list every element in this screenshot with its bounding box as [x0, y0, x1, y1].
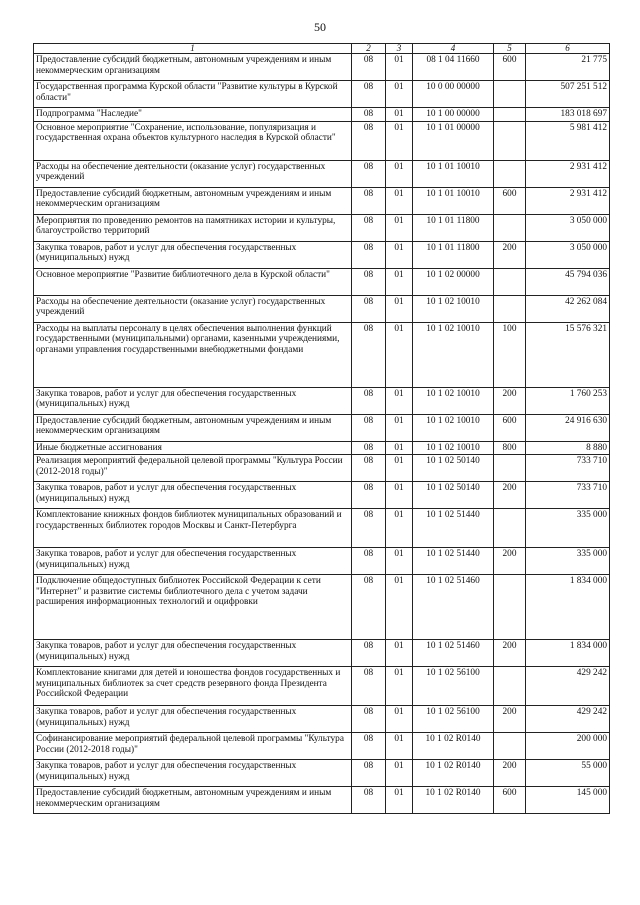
row-expense-type: [494, 455, 526, 482]
row-amount: 183 018 697: [526, 108, 610, 122]
row-subsection: 01: [386, 54, 413, 81]
row-amount: 5 981 412: [526, 121, 610, 160]
row-section: 08: [352, 706, 386, 733]
row-section: 08: [352, 121, 386, 160]
row-subsection: 01: [386, 760, 413, 787]
row-amount: 45 794 036: [526, 268, 610, 295]
row-name: Основное мероприятие "Сохранение, использование, популяризация и государственная охрана объектов культурного наследия в Курской области": [34, 121, 352, 160]
table-row: [34, 81, 610, 108]
row-expense-type: [494, 295, 526, 322]
header-cell-expense-type: 5: [494, 44, 526, 54]
table-row: [34, 160, 610, 187]
row-name: Закупка товаров, работ и услуг для обеспечения государственных (муниципальных) нужд: [34, 706, 352, 733]
header-cell-target-article: 4: [413, 44, 494, 54]
row-target-article: 10 1 02 56100: [413, 667, 494, 706]
row-name: Основное мероприятие "Развитие библиотечного дела в Курской области": [34, 268, 352, 295]
row-target-article: 10 1 02 R0140: [413, 787, 494, 814]
row-section: 08: [352, 509, 386, 548]
row-subsection: 01: [386, 575, 413, 640]
row-amount: 200 000: [526, 733, 610, 760]
table-row: [34, 187, 610, 214]
row-amount: 15 576 321: [526, 322, 610, 387]
row-amount: 429 242: [526, 706, 610, 733]
row-section: 08: [352, 640, 386, 667]
row-subsection: 01: [386, 295, 413, 322]
row-subsection: 01: [386, 441, 413, 455]
row-name: Предоставление субсидий бюджетным, автономным учреждениям и иным некоммерческим организациям: [34, 414, 352, 441]
row-section: 08: [352, 322, 386, 387]
table-row: [34, 241, 610, 268]
row-amount: 24 916 630: [526, 414, 610, 441]
row-name: Расходы на обеспечение деятельности (оказание услуг) государственных учреждений: [34, 160, 352, 187]
row-target-article: 10 1 01 00000: [413, 121, 494, 160]
header-row: [34, 44, 610, 54]
row-target-article: 10 1 00 00000: [413, 108, 494, 122]
row-section: 08: [352, 268, 386, 295]
row-name: Закупка товаров, работ и услуг для обеспечения государственных (муниципальных) нужд: [34, 241, 352, 268]
row-name: Иные бюджетные ассигнования: [34, 441, 352, 455]
row-amount: 145 000: [526, 787, 610, 814]
row-target-article: 10 1 02 10010: [413, 322, 494, 387]
row-target-article: 10 1 02 56100: [413, 706, 494, 733]
row-name: Закупка товаров, работ и услуг для обеспечения государственных (муниципальных) нужд: [34, 387, 352, 414]
row-amount: 2 931 412: [526, 187, 610, 214]
row-amount: 42 262 084: [526, 295, 610, 322]
row-target-article: 10 1 02 R0140: [413, 733, 494, 760]
table-row: [34, 733, 610, 760]
row-target-article: 10 1 02 51440: [413, 548, 494, 575]
row-subsection: 01: [386, 187, 413, 214]
row-expense-type: 600: [494, 54, 526, 81]
row-name: Расходы на обеспечение деятельности (оказание услуг) государственных учреждений: [34, 295, 352, 322]
row-subsection: 01: [386, 387, 413, 414]
header-cell-name: 1: [34, 44, 352, 54]
row-section: 08: [352, 295, 386, 322]
row-expense-type: 200: [494, 640, 526, 667]
row-subsection: 01: [386, 548, 413, 575]
page-number: 50: [314, 20, 326, 34]
table-row: [34, 509, 610, 548]
row-target-article: 10 1 02 50140: [413, 455, 494, 482]
table-row: [34, 387, 610, 414]
row-subsection: 01: [386, 482, 413, 509]
row-target-article: 10 1 02 10010: [413, 441, 494, 455]
row-expense-type: [494, 509, 526, 548]
row-target-article: 10 1 02 10010: [413, 387, 494, 414]
row-expense-type: [494, 81, 526, 108]
row-amount: 21 775: [526, 54, 610, 81]
row-name: Подключение общедоступных библиотек Российской Федерации к сети "Интернет" и развитие системы библиотечного дела с учетом задачи расширения информационных технологий и оцифровки: [34, 575, 352, 640]
row-expense-type: [494, 214, 526, 241]
row-expense-type: 800: [494, 441, 526, 455]
row-amount: 2 931 412: [526, 160, 610, 187]
row-section: 08: [352, 787, 386, 814]
table-row: [34, 787, 610, 814]
row-subsection: 01: [386, 455, 413, 482]
row-name: Софинансирование мероприятий федеральной целевой программы "Культура России (2012-2018 годы)": [34, 733, 352, 760]
table-row: [34, 54, 610, 81]
row-name: Комплектование книжных фондов библиотек муниципальных образований и государственных библиотек городов Москвы и Санкт-Петербурга: [34, 509, 352, 548]
row-target-article: 10 1 02 50140: [413, 482, 494, 509]
row-section: 08: [352, 667, 386, 706]
row-subsection: 01: [386, 160, 413, 187]
row-section: 08: [352, 214, 386, 241]
table-row: [34, 414, 610, 441]
row-expense-type: 600: [494, 414, 526, 441]
row-target-article: 10 1 01 10010: [413, 187, 494, 214]
row-section: 08: [352, 455, 386, 482]
row-target-article: 10 1 02 10010: [413, 414, 494, 441]
table-row: [34, 121, 610, 160]
row-amount: 733 710: [526, 455, 610, 482]
row-amount: 3 050 000: [526, 214, 610, 241]
row-name: Закупка товаров, работ и услуг для обеспечения государственных (муниципальных) нужд: [34, 548, 352, 575]
table-row: [34, 441, 610, 455]
row-section: 08: [352, 414, 386, 441]
row-target-article: 10 1 02 51440: [413, 509, 494, 548]
row-target-article: 10 1 01 11800: [413, 241, 494, 268]
header-cell-section: 2: [352, 44, 386, 54]
row-amount: 335 000: [526, 548, 610, 575]
row-expense-type: [494, 268, 526, 295]
row-section: 08: [352, 548, 386, 575]
row-subsection: 01: [386, 706, 413, 733]
row-subsection: 01: [386, 414, 413, 441]
row-subsection: 01: [386, 81, 413, 108]
row-subsection: 01: [386, 268, 413, 295]
row-target-article: 10 1 02 51460: [413, 575, 494, 640]
table-row: [34, 295, 610, 322]
row-amount: 1 834 000: [526, 640, 610, 667]
row-name: Закупка товаров, работ и услуг для обеспечения государственных (муниципальных) нужд: [34, 640, 352, 667]
row-expense-type: 200: [494, 241, 526, 268]
row-expense-type: 600: [494, 787, 526, 814]
row-name: Подпрограмма "Наследие": [34, 108, 352, 122]
row-subsection: 01: [386, 108, 413, 122]
row-subsection: 01: [386, 322, 413, 387]
row-name: Предоставление субсидий бюджетным, автономным учреждениям и иным некоммерческим организациям: [34, 187, 352, 214]
row-subsection: 01: [386, 787, 413, 814]
row-name: Государственная программа Курской области "Развитие культуры в Курской области": [34, 81, 352, 108]
row-target-article: 10 1 01 10010: [413, 160, 494, 187]
row-amount: 429 242: [526, 667, 610, 706]
table-row: [34, 706, 610, 733]
row-expense-type: 200: [494, 387, 526, 414]
row-amount: 335 000: [526, 509, 610, 548]
table-row: [34, 548, 610, 575]
table-row: [34, 575, 610, 640]
table-row: [34, 268, 610, 295]
row-section: 08: [352, 760, 386, 787]
row-name: Расходы на выплаты персоналу в целях обеспечения выполнения функций государственными (муниципальными) органами, казенными учреждениями, органами управления государственными внебюджетными фондами: [34, 322, 352, 387]
table-row: [34, 482, 610, 509]
row-expense-type: [494, 575, 526, 640]
row-section: 08: [352, 81, 386, 108]
row-subsection: 01: [386, 121, 413, 160]
row-name: Закупка товаров, работ и услуг для обеспечения государственных (муниципальных) нужд: [34, 482, 352, 509]
budget-table: [33, 43, 610, 814]
row-section: 08: [352, 733, 386, 760]
row-expense-type: [494, 733, 526, 760]
table-row: [34, 214, 610, 241]
row-name: Реализация мероприятий федеральной целевой программы "Культура России (2012-2018 годы)": [34, 455, 352, 482]
row-amount: 733 710: [526, 482, 610, 509]
row-expense-type: [494, 160, 526, 187]
row-section: 08: [352, 187, 386, 214]
row-section: 08: [352, 482, 386, 509]
row-section: 08: [352, 160, 386, 187]
row-subsection: 01: [386, 733, 413, 760]
row-amount: 507 251 512: [526, 81, 610, 108]
row-amount: 1 760 253: [526, 387, 610, 414]
table-row: [34, 667, 610, 706]
row-name: Предоставление субсидий бюджетным, автономным учреждениям и иным некоммерческим организациям: [34, 787, 352, 814]
row-subsection: 01: [386, 667, 413, 706]
row-expense-type: 200: [494, 548, 526, 575]
row-expense-type: 600: [494, 187, 526, 214]
row-name: Мероприятия по проведению ремонтов на памятниках истории и культуры, благоустройство территорий: [34, 214, 352, 241]
row-name: Предоставление субсидий бюджетным, автономным учреждениям и иным некоммерческим организациям: [34, 54, 352, 81]
row-target-article: 10 1 01 11800: [413, 214, 494, 241]
table-row: [34, 322, 610, 387]
header-cell-amount: 6: [526, 44, 610, 54]
row-amount: 3 050 000: [526, 241, 610, 268]
row-target-article: 10 1 02 10010: [413, 295, 494, 322]
row-expense-type: 200: [494, 760, 526, 787]
row-name: Закупка товаров, работ и услуг для обеспечения государственных (муниципальных) нужд: [34, 760, 352, 787]
row-expense-type: [494, 108, 526, 122]
row-section: 08: [352, 441, 386, 455]
row-subsection: 01: [386, 214, 413, 241]
row-subsection: 01: [386, 241, 413, 268]
table-row: [34, 108, 610, 122]
row-target-article: 10 1 02 00000: [413, 268, 494, 295]
row-target-article: 10 1 02 R0140: [413, 760, 494, 787]
row-expense-type: [494, 121, 526, 160]
row-expense-type: 200: [494, 482, 526, 509]
row-target-article: 10 0 00 00000: [413, 81, 494, 108]
table-row: [34, 760, 610, 787]
row-section: 08: [352, 54, 386, 81]
row-section: 08: [352, 241, 386, 268]
table-row: [34, 455, 610, 482]
row-target-article: 10 1 02 51460: [413, 640, 494, 667]
row-amount: 1 834 000: [526, 575, 610, 640]
row-amount: 55 000: [526, 760, 610, 787]
row-subsection: 01: [386, 640, 413, 667]
row-amount: 8 880: [526, 441, 610, 455]
header-cell-subsection: 3: [386, 44, 413, 54]
table-row: [34, 640, 610, 667]
row-expense-type: 100: [494, 322, 526, 387]
row-section: 08: [352, 575, 386, 640]
row-target-article: 08 1 04 11660: [413, 54, 494, 81]
row-name: Комплектование книгами для детей и юношества фондов государственных и муниципальных библиотек за счет средств резервного фонда Президента Российской Федерации: [34, 667, 352, 706]
row-section: 08: [352, 108, 386, 122]
row-expense-type: 200: [494, 706, 526, 733]
row-expense-type: [494, 667, 526, 706]
row-section: 08: [352, 387, 386, 414]
row-subsection: 01: [386, 509, 413, 548]
